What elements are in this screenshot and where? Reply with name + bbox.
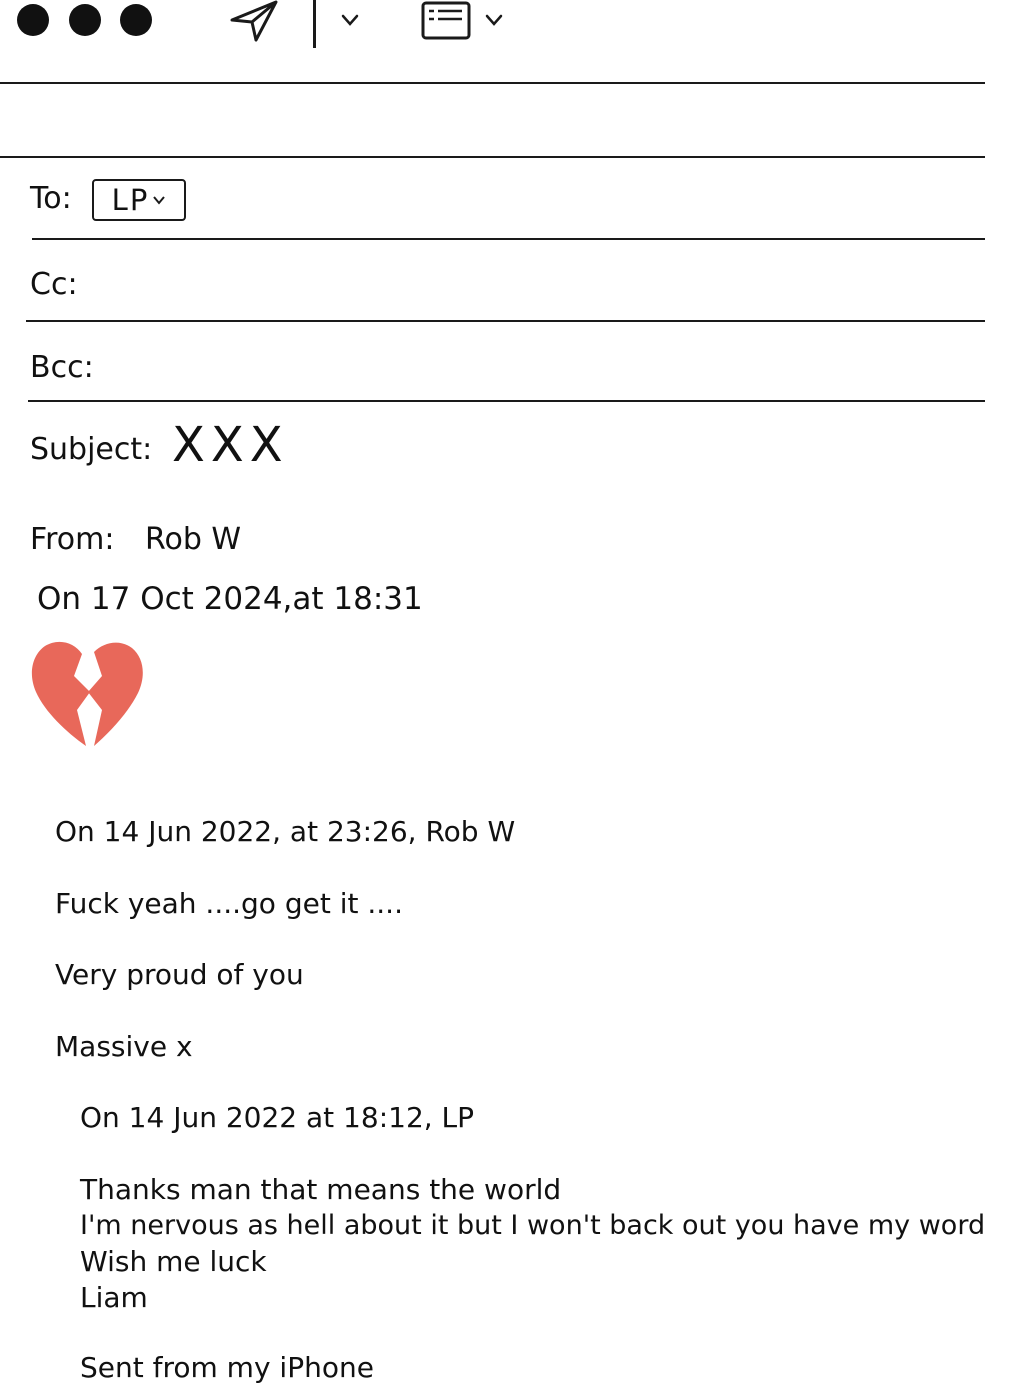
quoted-reply-line: Fuck yeah ....go get it .... bbox=[55, 887, 403, 920]
send-button[interactable] bbox=[228, 0, 280, 44]
format-button[interactable] bbox=[420, 0, 474, 42]
toolbar-separator bbox=[0, 82, 985, 84]
quoted-original-line: I'm nervous as hell about it but I won't back out you have my word bbox=[80, 1210, 986, 1241]
subject-field[interactable]: XXX bbox=[172, 417, 289, 473]
window-close-button[interactable] bbox=[17, 4, 49, 36]
quoted-original-header: On 14 Jun 2022 at 18:12, LP bbox=[80, 1101, 475, 1134]
to-recipient-chip[interactable] bbox=[92, 179, 186, 221]
format-options-button[interactable] bbox=[484, 12, 504, 28]
cc-separator bbox=[26, 320, 985, 322]
send-options-button[interactable] bbox=[340, 12, 360, 28]
window-minimize-button[interactable] bbox=[69, 4, 101, 36]
message-date-line: On 17 Oct 2024,at 18:31 bbox=[37, 581, 423, 617]
quoted-original-line: Wish me luck bbox=[80, 1245, 267, 1278]
subject-label: Subject: bbox=[30, 432, 153, 467]
message-format-icon bbox=[420, 0, 474, 42]
quoted-reply-line: Very proud of you bbox=[55, 958, 304, 991]
header-separator bbox=[0, 156, 985, 158]
to-label: To: bbox=[30, 181, 72, 216]
to-separator bbox=[32, 238, 985, 240]
chevron-down-icon bbox=[484, 12, 504, 28]
broken-heart-emoji bbox=[30, 640, 144, 748]
window-zoom-button[interactable] bbox=[120, 4, 152, 36]
chevron-down-icon bbox=[152, 195, 166, 205]
bcc-separator bbox=[28, 400, 985, 402]
cc-label: Cc: bbox=[30, 267, 78, 302]
bcc-field[interactable] bbox=[110, 342, 980, 394]
recipient-name: LP bbox=[111, 183, 150, 217]
from-value[interactable]: Rob W bbox=[145, 522, 242, 557]
chevron-down-icon bbox=[340, 12, 360, 28]
broken-heart-icon bbox=[30, 640, 144, 748]
cc-field[interactable] bbox=[100, 260, 980, 312]
quoted-reply-line: Massive x bbox=[55, 1030, 193, 1063]
quoted-original-line: Thanks man that means the world bbox=[80, 1173, 562, 1206]
quoted-reply-header: On 14 Jun 2022, at 23:26, Rob W bbox=[55, 815, 516, 848]
quoted-original-line: Liam bbox=[80, 1281, 148, 1314]
bcc-label: Bcc: bbox=[30, 350, 94, 385]
from-label: From: bbox=[30, 522, 115, 557]
toolbar-divider bbox=[313, 0, 316, 48]
paper-plane-icon bbox=[228, 0, 280, 44]
email-signature: Sent from my iPhone bbox=[80, 1351, 374, 1384]
